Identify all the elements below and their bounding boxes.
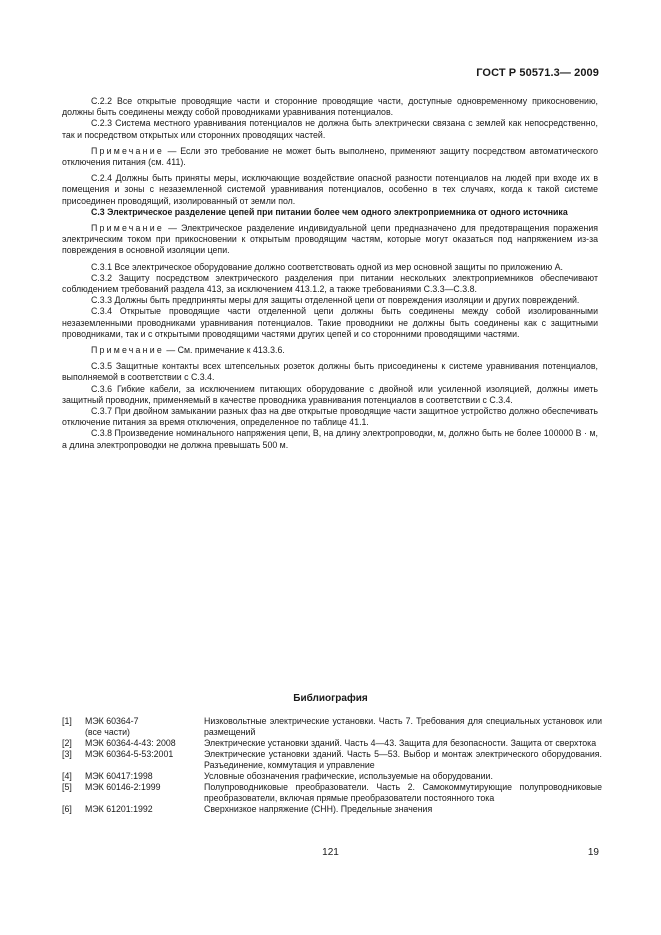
page-number-right: 19 [587, 847, 599, 858]
entry-number: [5] [62, 782, 72, 792]
entry-code: МЭК 60364-5-53:2001 [85, 749, 174, 759]
bibliography-entry [62, 738, 602, 749]
entry-code: МЭК 60364-7 (все части) [85, 716, 139, 737]
body-paragraph: С.2.2 Все открытые проводящие части и сторонние проводящие части, доступные одновременному прикосновению, должны быть соединены между собой проводниками уравнивания потенциалов. [62, 96, 598, 118]
entry-number: [3] [62, 749, 72, 759]
page-number-center: 121 [322, 847, 339, 858]
body-paragraph: С.3.2 Защиту посредством электрического разделения при питании нескольких электроприемников обеспечивают соблюдением требований раздела 413, за исключением 413.1.2, а также требованиями С.3.3—С.3.8. [62, 272, 598, 295]
note-paragraph [62, 345, 598, 356]
entry-description: Условные обозначения графические, используемые на оборудовании. [204, 771, 493, 781]
entry-description: Сверхнизкое напряжение (СНН). Предельные значения [204, 804, 433, 814]
body-paragraph: С.3.1 Все электрическое оборудование должно соответствовать одной из мер основной защиты по приложению А. [91, 261, 563, 272]
entry-description: Электрические установки зданий. Часть 5—53. Выбор и монтаж электрического оборудования. Разъединение, коммутация и управление [204, 749, 602, 770]
entry-description: Низковольтные электрические установки. Часть 7. Требования для специальных установок или размещений [204, 716, 602, 737]
bibliography-entry [62, 716, 602, 738]
body-paragraph: С.2.4 Должны быть приняты меры, исключающие воздействие опасной разности потенциалов на людей при входе их в помещения и зоны с незаземленной системой уравнивания потенциалов, особенно в тех случаях, когда к такой системе присоединен проводящий, изолированный от земли пол. [62, 173, 598, 206]
body-paragraph: С.2.3 Система местного уравнивания потенциалов не должна быть электрически связана с землей как непосредственно, так и посредством открытых или сторонних проводящих частей. [62, 118, 598, 140]
bibliography-list [62, 716, 602, 815]
body-paragraph: С.3.3 Должны быть предприняты меры для защиты отделенной цепи от повреждения изоляции и других повреждений. [91, 295, 580, 306]
body-paragraph: С.3.4 Открытые проводящие части отделенной цепи должны быть соединены между собой изолированными незаземленными проводниками уравнивания потенциалов. Такие проводники не должны быть соединены как с защитными проводниками, так и с открытыми проводящими частями других цепей и со сторонними проводящими частями. [62, 306, 598, 339]
entry-number: [1] [62, 716, 72, 726]
entry-code: МЭК 60364-4-43: 2008 [85, 738, 176, 748]
note-paragraph [62, 146, 598, 168]
entry-number: [2] [62, 738, 72, 748]
note-text: — См. примечание к 413.3.6. [163, 345, 285, 356]
note-label: Примечание [91, 223, 164, 234]
entry-code: МЭК 60417:1998 [85, 771, 153, 781]
entry-number: [4] [62, 771, 72, 781]
note-label: Примечание [91, 145, 164, 156]
bibliography-entry [62, 804, 602, 815]
note-label: Примечание [91, 345, 164, 356]
entry-code: МЭК 60146-2:1999 [85, 782, 161, 792]
bibliography-entry [62, 782, 602, 804]
main-content [62, 96, 598, 451]
bibliography-entry [62, 749, 602, 771]
note-text: — Если это требование не может быть выполнено, применяют защиту посредством автоматического отключения питания (см. 411). [62, 145, 598, 168]
entry-number: [6] [62, 804, 72, 814]
standard-header: ГОСТ Р 50571.3— 2009 [476, 67, 599, 79]
body-paragraph: С.3.6 Гибкие кабели, за исключением питающих оборудование с двойной или усиленной изоляцией, должны иметь защитный проводник, применяемый в качестве проводника уравнивания потенциалов в соответствии с С.3.4. [62, 383, 598, 405]
bibliography-title: Библиография [293, 693, 368, 704]
entry-description: Электрические установки зданий. Часть 4—43. Защита для безопасности. Защита от сверхтока [204, 738, 597, 748]
note-paragraph [62, 223, 598, 257]
note-text: — Электрическое разделение индивидуальной цепи предназначено для предотвращения поражения электрическим током при прикосновении к открытым проводящим частям, которые могут оказаться под напряжением из-за повреждения в основной изоляции цепи. [62, 223, 598, 256]
body-paragraph: С.3.8 Произведение номинального напряжения цепи, В, на длину электропроводки, м, должно быть не более 100000 В · м, а длина электропроводки не должна превышать 500 м. [62, 428, 598, 450]
body-paragraph: С.3.5 Защитные контакты всех штепсельных розеток должны быть присоединены к системе уравнивания потенциалов, выполняемой в соответствии с С.3.4. [62, 361, 598, 383]
entry-code: МЭК 61201:1992 [85, 804, 153, 814]
section-heading: С.3 Электрическое разделение цепей при питании более чем одного электроприемника от одного источника [91, 206, 568, 217]
body-paragraph: С.3.7 При двойном замыкании разных фаз на две открытые проводящие части защитное устройство должно обеспечивать отключение питания за время отключения, определенное по таблице 41.1. [62, 406, 598, 428]
bibliography-entry [62, 771, 602, 782]
entry-description: Полупроводниковые преобразователи. Часть 2. Самокоммутирующие полупроводниковые преобразователи, включая прямые преобразователи постоянного тока [204, 782, 602, 803]
